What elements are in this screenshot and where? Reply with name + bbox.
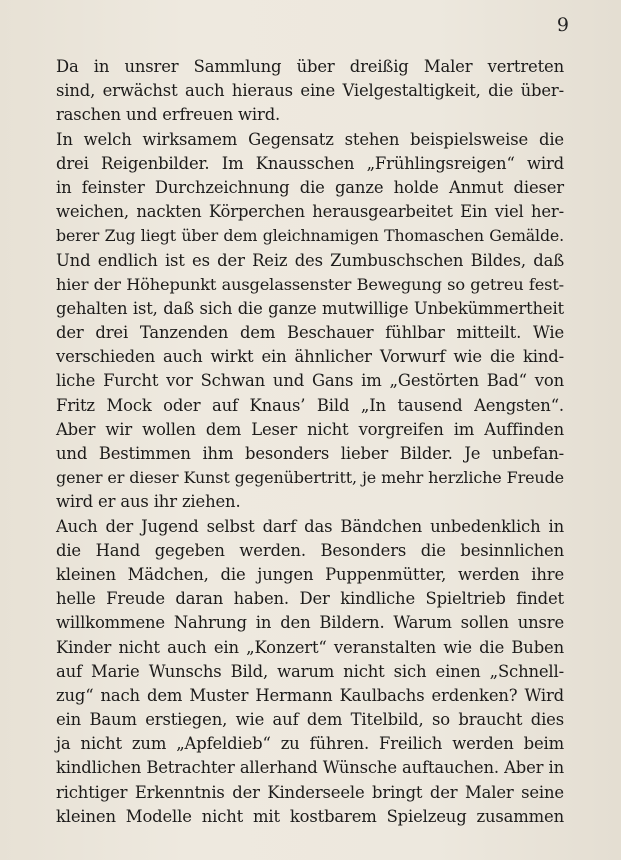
text-line: hier der Höhepunkt ausgelassenster Bewegung so getreu fest- xyxy=(56,274,564,294)
text-line: In welch wirksamem Gegensatz stehen beispielsweise die xyxy=(56,129,564,149)
text-line: zug“ nach dem Muster Hermann Kaulbachs erdenken? Wird xyxy=(56,685,564,705)
text-line: liche Furcht vor Schwan und Gans im „Gestörten Bad“ von xyxy=(56,371,564,391)
text-line: gener er dieser Kunst gegenübertritt, je mehr herzliche Freude xyxy=(56,468,564,488)
text-line: die Hand gegeben werden. Besonders die besinnlichen xyxy=(56,540,564,560)
text-line: berer Zug liegt über dem gleichnamigen Thomaschen Gemälde. xyxy=(56,226,564,246)
text-line: ein Baum erstiegen, wie auf dem Titelbild, so braucht dies xyxy=(56,710,564,730)
text-line: in feinster Durchzeichnung die ganze holde Anmut dieser xyxy=(56,177,564,197)
paragraph-2 xyxy=(56,128,564,515)
text-line: kindlichen Betrachter allerhand Wünsche auftauchen. Aber in xyxy=(56,758,564,778)
text-line: der drei Tanzenden dem Beschauer fühlbar mitteilt. Wie xyxy=(56,323,564,343)
text-line: auf Marie Wunschs Bild, warum nicht sich einen „Schnell- xyxy=(56,661,564,681)
text-line: sind, erwächst auch hieraus eine Vielgestaltigkeit, die über- xyxy=(56,81,564,101)
text-line: raschen und erfreuen wird. xyxy=(56,105,281,125)
page-number: 9 xyxy=(556,14,569,36)
paragraph-3 xyxy=(56,515,564,829)
text-line: weichen, nackten Körperchen herausgearbeitet Ein viel her- xyxy=(56,202,564,222)
paragraph-1 xyxy=(56,55,564,128)
text-line: verschieden auch wirkt ein ähnlicher Vorwurf wie die kind- xyxy=(56,347,564,367)
text-line: Da in unsrer Sammlung über dreißig Maler vertreten xyxy=(56,57,564,76)
text-line: Fritz Mock oder auf Knaus’ Bild „In tausend Aengsten“. xyxy=(56,395,564,415)
text-line: und Bestimmen ihm besonders lieber Bilder. Je unbefan- xyxy=(56,444,564,463)
text-line: helle Freude daran haben. Der kindliche Spieltrieb findet xyxy=(56,589,564,609)
text-line: drei Reigenbilder. Im Knausschen „Frühlingsreigen“ wird xyxy=(56,153,564,173)
text-line: ja nicht zum „Apfeldieb“ zu führen. Freilich werden beim xyxy=(56,734,564,754)
text-line: Und endlich ist es der Reiz des Zumbuschschen Bildes, daß xyxy=(56,250,564,270)
text-line: kleinen Modelle nicht mit kostbarem Spielzeug zusammen xyxy=(56,806,564,826)
text-line: Aber wir wollen dem Leser nicht vorgreifen im Auffinden xyxy=(56,419,564,439)
text-line: gehalten ist, daß sich die ganze mutwillige Unbekümmertheit xyxy=(56,298,564,318)
text-line: Auch der Jugend selbst darf das Bändchen unbedenklich in xyxy=(56,516,564,536)
text-line: richtiger Erkenntnis der Kinderseele bringt der Maler seine xyxy=(56,782,564,802)
text-line: willkommene Nahrung in den Bildern. Warum sollen unsre xyxy=(56,613,564,633)
text-line: Kinder nicht auch ein „Konzert“ veranstalten wie die Buben xyxy=(56,637,564,657)
body-text xyxy=(56,55,564,829)
text-line: kleinen Mädchen, die jungen Puppenmütter, werden ihre xyxy=(56,564,564,584)
text-line: wird er aus ihr ziehen. xyxy=(56,492,241,512)
